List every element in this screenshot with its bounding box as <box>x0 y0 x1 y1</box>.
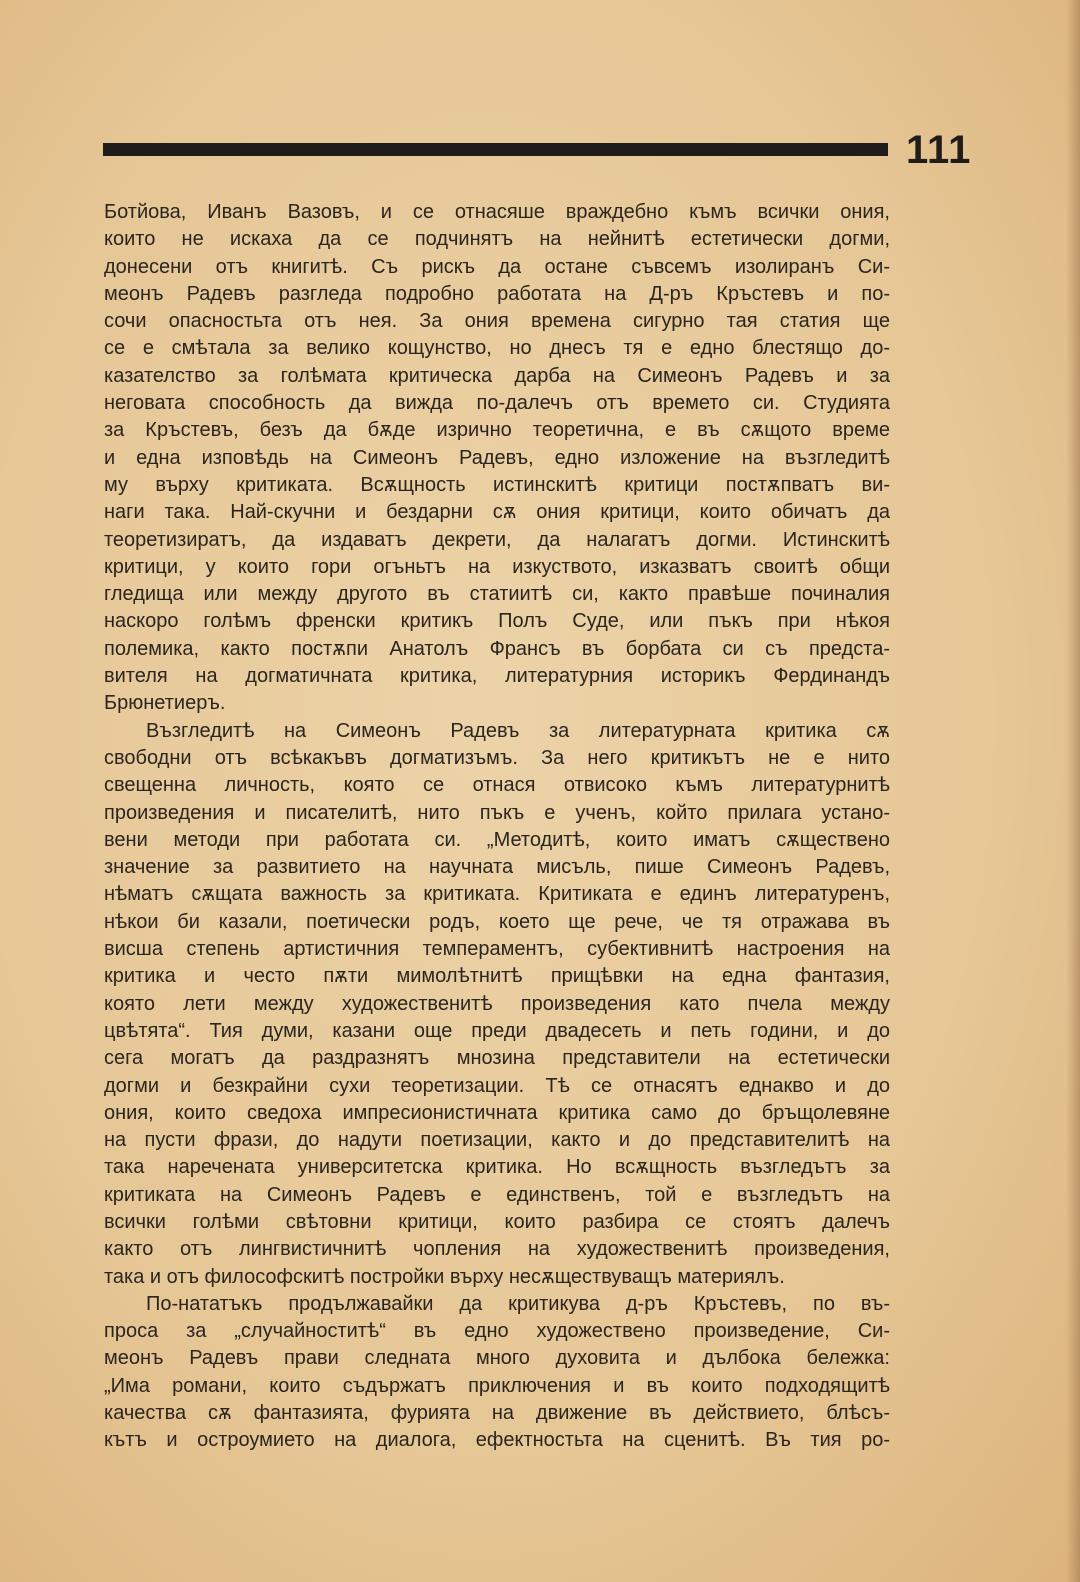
text-line: така наречената университетска критика. Но всѫщность възгледътъ за <box>104 1156 890 1179</box>
text-line: Възгледитѣ на Симеонъ Радевъ за литературната критика сѫ <box>146 719 890 742</box>
text-line: неговата способность да вижда по-далечъ отъ времето си. Студията <box>104 392 890 415</box>
text-line: висша степень артистичния темпераментъ, субективнитѣ настроения на <box>104 938 890 961</box>
text-line: сега могатъ да раздразнятъ мнозина представители на естетически <box>104 1047 890 1070</box>
text-line: нѣматъ сѫщата важность за критиката. Критиката е единъ литературенъ, <box>104 883 890 906</box>
text-line: донесени отъ книгитѣ. Съ рискъ да остане съвсемъ изолиранъ Си- <box>104 255 890 278</box>
text-line: за Кръстевъ, безъ да бѫде изрично теоретична, е въ сѫщото време <box>104 419 890 442</box>
text-line: нѣкои би казали, поетически родъ, което ще рече, че тя отражава въ <box>104 910 890 933</box>
text-line: ония, които сведоха импресионистичната критика само до бръщолевяне <box>104 1101 890 1124</box>
text-line: свещенна личность, която се отнася отвисоко къмъ литературнитѣ <box>104 774 890 797</box>
text-line: и една изповѣдь на Симеонъ Радевъ, едно изложение на възгледитѣ <box>104 446 890 469</box>
text-line: гледища или между другото въ статиитѣ си, както правѣше починалия <box>104 583 890 606</box>
text-line: проса за „случайноститѣ“ въ едно художествено произведение, Си- <box>104 1320 890 1343</box>
header-rule <box>103 143 888 156</box>
text-line: произведения и писателитѣ, нито пъкъ е ученъ, който прилага устано- <box>104 801 890 824</box>
text-line: свободни отъ всѣкакъвъ догматизъмъ. За него критикътъ не е нито <box>104 746 890 769</box>
text-line: вени методи при работата си. „Методитѣ, които иматъ сѫществено <box>104 828 890 851</box>
text-line: кътъ и остроумието на диалога, ефектностьта на сценитѣ. Въ тия ро- <box>104 1429 890 1452</box>
text-line: догми и безкрайни сухи теоретизации. Тѣ се отнасятъ еднакво и до <box>104 1074 890 1097</box>
text-line: на пусти фрази, до надути поетизации, както и до представителитѣ на <box>104 1129 890 1152</box>
text-line: сочи опасностьта отъ нея. За ония времена сигурно тая статия ще <box>104 310 890 333</box>
page-number: 111 <box>906 128 972 172</box>
text-line: качества сѫ фантазията, фурията на движение въ действието, блѣсъ- <box>104 1402 890 1425</box>
text-line: всички голѣми свѣтовни критици, които разбира се стоятъ далечъ <box>104 1210 890 1233</box>
text-line: се е смѣтала за велико кощунство, но днесъ тя е едно блестящо до- <box>104 337 890 360</box>
text-line: му върху критиката. Всѫщность истинскитѣ критици постѫпватъ ви- <box>104 473 890 496</box>
text-line: критика и често пѫти мимолѣтнитѣ прищѣвки на една фантазия, <box>104 965 890 988</box>
text-line: значение за развитието на научната мисъль, пише Симеонъ Радевъ, <box>104 856 890 879</box>
text-line: казателство за голѣмата критическа дарба на Симеонъ Радевъ и за <box>104 364 890 387</box>
text-line: критици, у които гори огъньтъ на изкуството, изказватъ своитѣ общи <box>104 555 890 578</box>
body-text <box>104 199 890 1455</box>
text-line: „Има романи, които съдържатъ приключения и въ които подходящитѣ <box>104 1374 890 1397</box>
text-line: така и отъ философскитѣ постройки върху несѫществуващъ материялъ. <box>104 1265 785 1288</box>
text-line: Брюнетиеръ. <box>104 692 226 715</box>
text-line: вителя на догматичната критика, литературния историкъ Фердинандъ <box>104 665 890 688</box>
page-edge-shadow <box>1066 0 1080 1582</box>
text-line: теоретизиратъ, да издаватъ декрети, да налагатъ догми. Истинскитѣ <box>104 528 890 551</box>
text-line: По-нататъкъ продължавайки да критикува д-ръ Кръстевъ, по въ- <box>146 1292 890 1315</box>
text-line: цвѣтята“. Тия думи, казани още преди двадесеть и петь години, и до <box>104 1019 890 1042</box>
text-line: меонъ Радевъ разгледа подробно работата на Д-ръ Кръстевъ и по- <box>104 282 890 305</box>
text-line: наскоро голѣмъ френски критикъ Полъ Суде, или пъкъ при нѣкоя <box>104 610 890 633</box>
text-line: които не искаха да се подчинятъ на нейнитѣ естетически догми, <box>104 228 890 251</box>
text-line: меонъ Радевъ прави следната много духовита и дълбока бележка: <box>104 1347 890 1370</box>
text-line: критиката на Симеонъ Радевъ е единственъ, той е възгледътъ на <box>104 1183 890 1206</box>
text-line: полемика, както постѫпи Анатолъ Франсъ въ борбата си съ предста- <box>104 637 890 660</box>
text-line: която лети между художественитѣ произведения като пчела между <box>104 992 890 1015</box>
text-line: както отъ лингвистичнитѣ чопления на художественитѣ произведения, <box>104 1238 890 1261</box>
text-line: Ботйова, Иванъ Вазовъ, и се отнасяше враждебно къмъ всички ония, <box>104 201 890 223</box>
text-line: наги така. Най-скучни и бездарни сѫ ония критици, които обичатъ да <box>104 501 890 524</box>
